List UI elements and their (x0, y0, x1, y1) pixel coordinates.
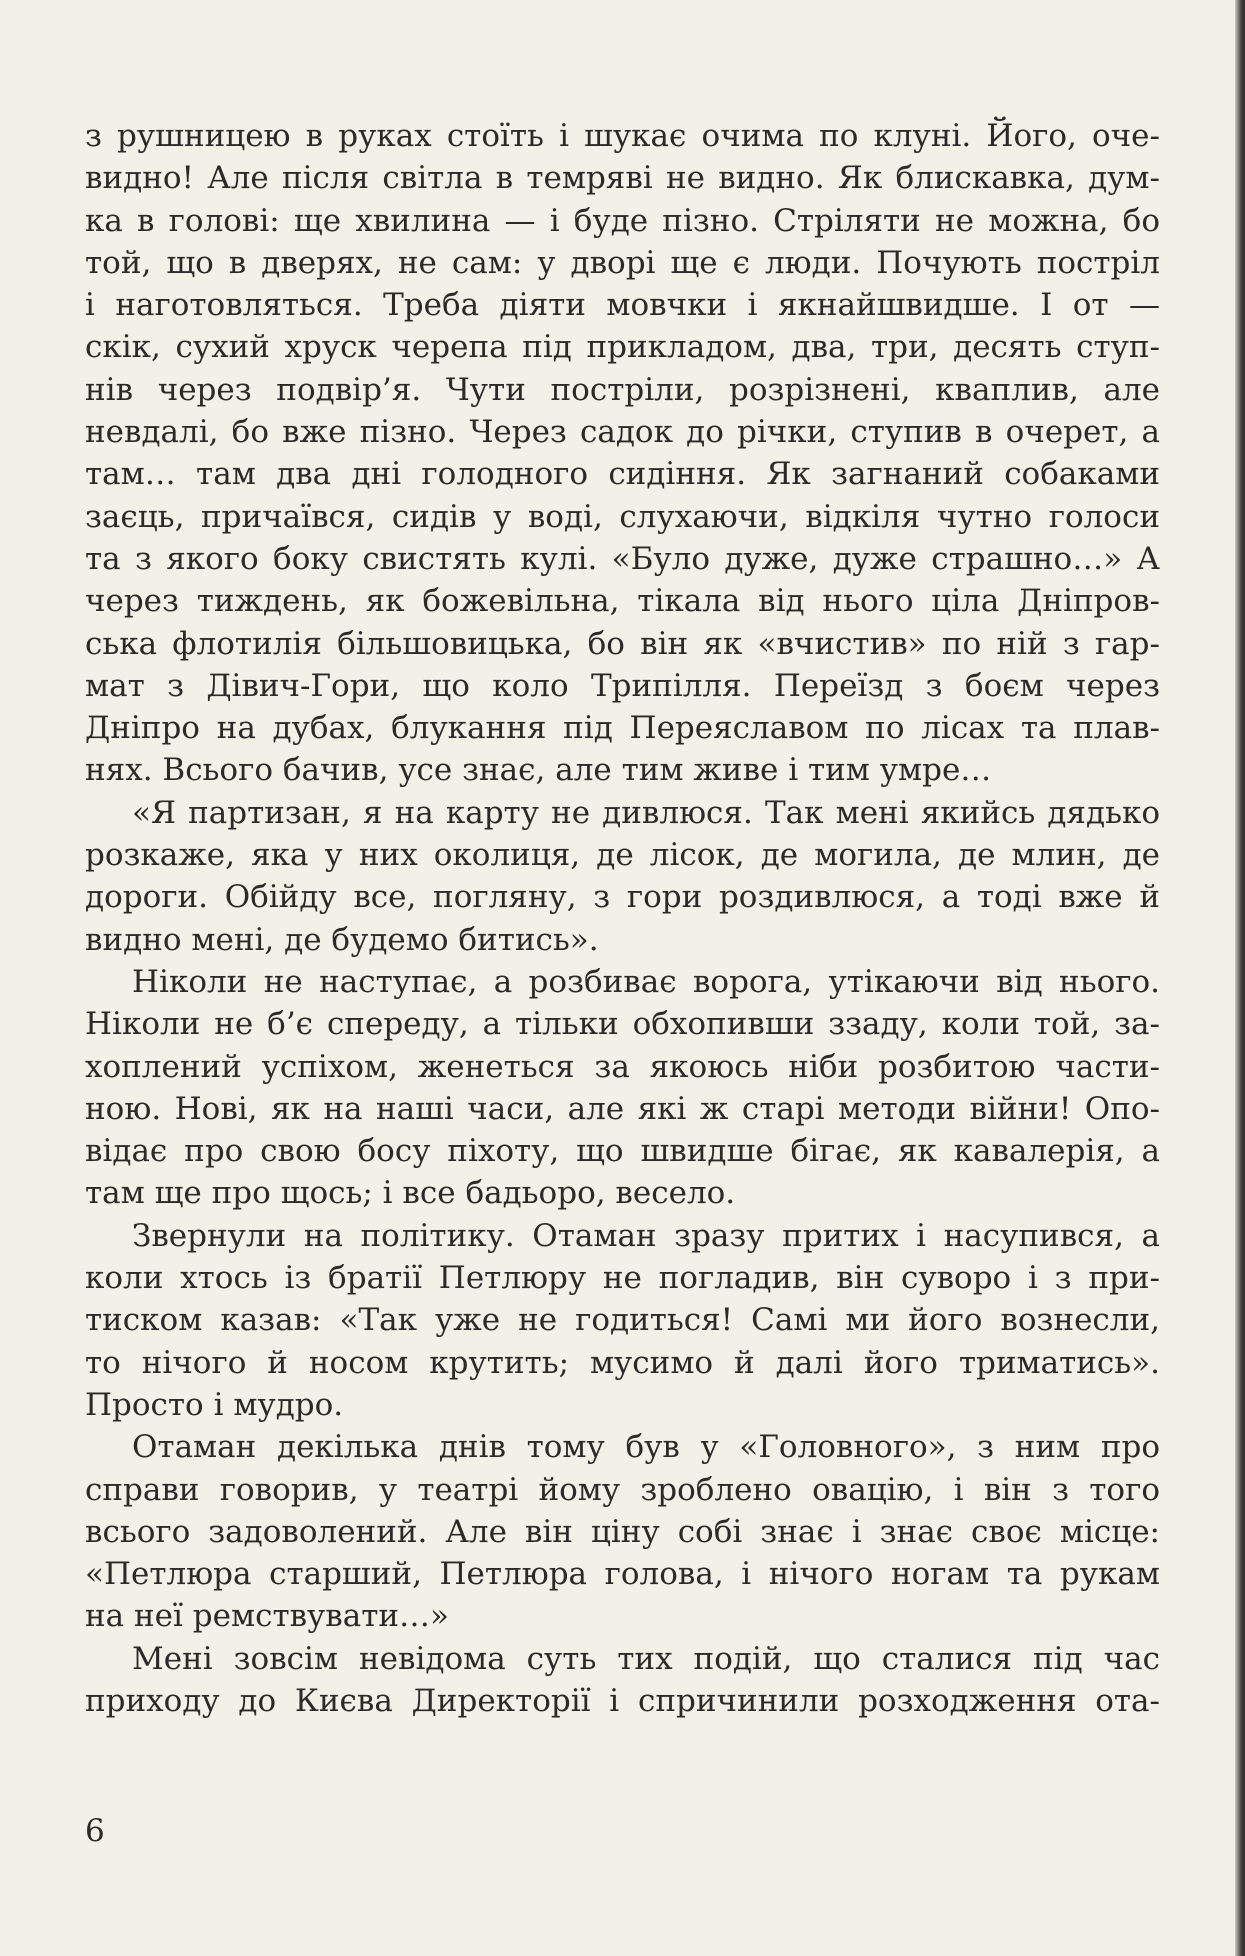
page-number: 6 (85, 1813, 105, 1849)
text-line: тиском казав: «Так уже не годиться! Самі ми його вознесли, (85, 1302, 1160, 1339)
text-line: то нічого й носом крутить; мусимо й далі його триматись». (85, 1344, 1160, 1381)
text-line: хоплений успіхом, женеться за якоюсь ніби розбитою части- (85, 1048, 1160, 1085)
text-line: нях. Всього бачив, усе знає, але тим живе і тим умре… (85, 752, 992, 789)
text-line: мат з Дівич-Гори, що коло Трипілля. Переїзд з боєм через (85, 667, 1160, 704)
text-line: дороги. Обійду все, погляну, з гори роздивлюся, а тоді вже й (85, 879, 1160, 916)
text-line: там… там два дні голодного сидіння. Як загнаний собаками (85, 456, 1160, 493)
text-line: і наготовляться. Треба діяти мовчки і якнайшвидше. І от — (85, 287, 1160, 324)
text-line: ка в голові: ще хвилина — і буде пізно. Стріляти не можна, бо (85, 202, 1160, 239)
text-line: та з якого боку свистять кулі. «Було дуже, дуже страшно…» А (85, 540, 1160, 577)
text-line: Просто і мудро. (85, 1386, 344, 1423)
text-line: розкаже, яка у них околиця, де лісок, де могила, де млин, де (85, 837, 1160, 874)
text-line: коли хтось із братії Петлюру не погладив, він суворо і з при- (85, 1260, 1160, 1297)
text-line: видно мені, де будемо битись». (85, 921, 599, 958)
body-text (85, 115, 1160, 1722)
text-line: з рушницею в руках стоїть і шукає очима по клуні. Його, оче- (85, 118, 1160, 154)
text-line: ська флотилія більшовицька, бо він як «вчистив» по ній з гар- (85, 625, 1160, 662)
text-line: той, що в дверях, не сам: у дворі ще є люди. Почують постріл (85, 244, 1160, 281)
text-line: на неї ремствувати…» (85, 1598, 449, 1635)
text-line: Мені зовсім невідома суть тих подій, що сталися під час (132, 1640, 1160, 1677)
text-line: «Петлюра старший, Петлюра голова, і нічого ногам та рукам (85, 1556, 1160, 1593)
text-line: там ще про щось; і все бадьоро, весело. (85, 1175, 736, 1212)
text-line: невдалі, бо вже пізно. Через садок до річки, ступив в очерет, а (85, 414, 1160, 451)
text-line: Ніколи не б’є спереду, а тільки обхопивши ззаду, коли той, за- (85, 1006, 1160, 1043)
text-line: Дніпро на дубах, блукання під Переяславом по лісах та плав- (85, 710, 1160, 747)
text-line: ною. Нові, як на наші часи, але які ж старі методи війни! Опо- (85, 1090, 1160, 1127)
text-line: приходу до Києва Директорії і спричинили розходження ота- (85, 1682, 1160, 1719)
text-line: видно! Але після світла в темряві не видно. Як блискавка, дум- (85, 160, 1160, 197)
text-line: Ніколи не наступає, а розбиває ворога, утікаючи від нього. (132, 963, 1160, 1000)
text-line: «Я партизан, я на карту не дивлюся. Так мені якийсь дядько (132, 794, 1160, 831)
text-line: Отаман декілька днів тому був у «Головного», з ним про (132, 1429, 1160, 1466)
text-line: через тиждень, як божевільна, тікала від нього ціла Дніпров- (85, 583, 1160, 620)
text-line: всього задоволений. Але він ціну собі знає і знає своє місце: (85, 1513, 1160, 1550)
book-spine-shadow (1235, 0, 1245, 1956)
text-line: Звернули на політику. Отаман зразу притих і насупився, а (132, 1217, 1160, 1254)
text-line: відає про свою босу піхоту, що швидше бігає, як кавалерія, а (85, 1133, 1160, 1170)
text-line: нів через подвір’я. Чути постріли, розрізнені, кваплив, але (85, 371, 1160, 408)
text-line: заєць, причаївся, сидів у воді, слухаючи, відкіля чутно голоси (85, 498, 1160, 535)
text-line: справи говорив, у театрі йому зроблено овацію, і він з того (85, 1471, 1160, 1508)
text-line: скік, сухий хруск черепа під прикладом, два, три, десять ступ- (85, 329, 1160, 366)
